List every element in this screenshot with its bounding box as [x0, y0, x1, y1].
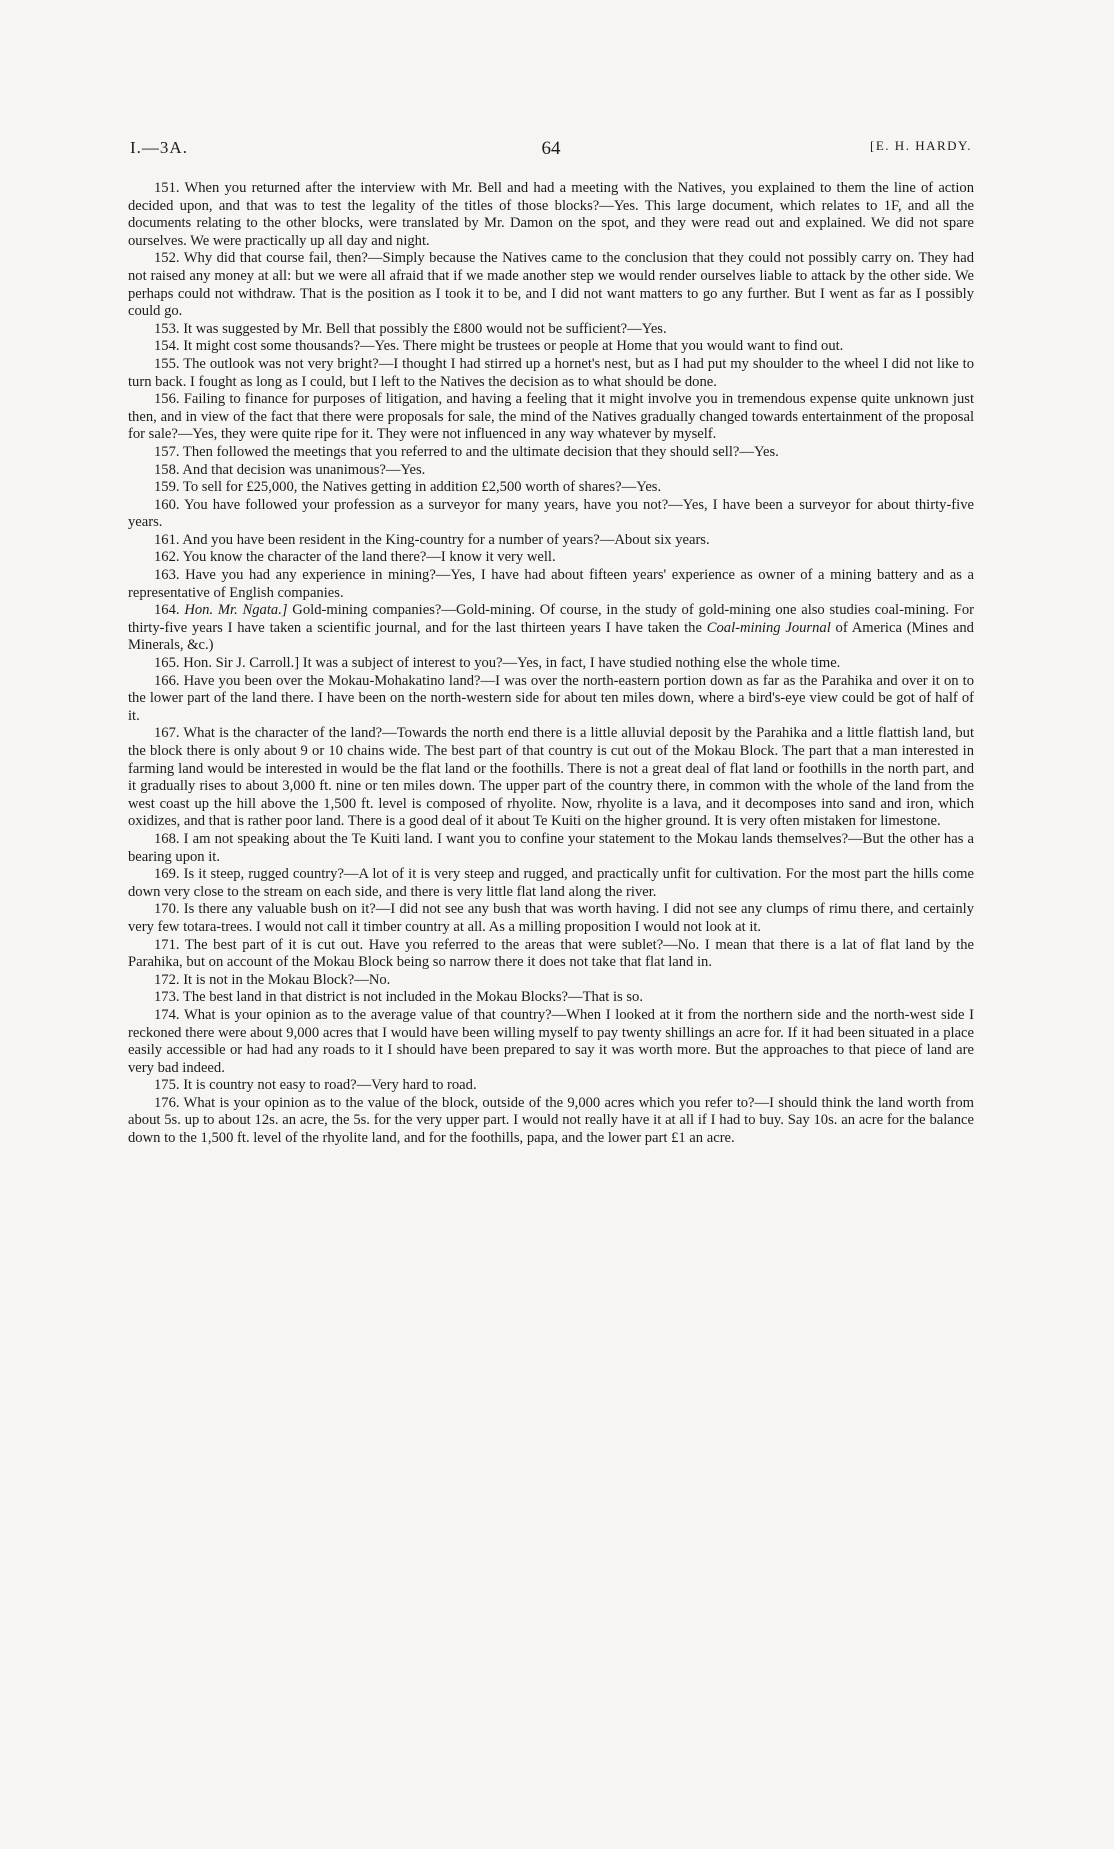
paragraph-155: 155. The outlook was not very bright?—I thought I had stirred up a hornet's nest, but as I had put my shoulder to the wheel I did not like to turn back. I fought as long as I could, but I left to the Natives the decision as to what should be done.: [128, 355, 974, 390]
paragraph-151: 151. When you returned after the interview with Mr. Bell and had a meeting with the Natives, you explained to them the line of action decided upon, and that was to test the legality of the titles of those blocks?—Yes. This large document, which relates to 1F, and all the documents relating to the other blocks, were translated by Mr. Damon on the spot, and they were read out and explained. We did not spare ourselves. We were practically up all day and night.: [128, 180, 974, 249]
paragraph-164: [128, 602, 974, 655]
paragraph-164-speaker: Hon. Mr. Ngata.]: [184, 602, 288, 619]
paragraph-164-text-b: of America (Mines and Minerals, &c.): [128, 619, 974, 654]
paragraph-153: 153. It was suggested by Mr. Bell that possibly the £800 would not be sufficient?—Yes.: [154, 320, 667, 337]
paragraph-166: 166. Have you been over the Mokau-Mohakatino land?—I was over the north-eastern portion down as far as the Parahika and over it on to the lower part of the land there. I have been on the north-western side for about ten miles down, where a bird's-eye view could be got of half of it.: [128, 672, 974, 724]
paragraph-159: 159. To sell for £25,000, the Natives getting in addition £2,500 worth of shares?—Yes.: [154, 479, 662, 496]
paragraph-164-journal: Coal-mining Journal: [706, 619, 831, 636]
paragraph-165: 165. Hon. Sir J. Carroll.] It was a subject of interest to you?—Yes, in fact, I have studied nothing else the whole time.: [154, 655, 841, 672]
paragraph-164-text-a: Gold-mining companies?—Gold-mining. Of course, in the study of gold-mining one also studies coal-mining. For thirty-five years I have taken a scientific journal, and for the last thirteen years I have taken the: [128, 602, 975, 636]
paragraph-156: 156. Failing to finance for purposes of litigation, and having a feeling that it might involve you in tremendous expense quite unknown just then, and in view of the fact that there were proposals for sale, the mind of the Natives gradually changed towards entertainment of the proposal for sale?—Yes, they were quite ripe for it. They were not influenced in any way whatever by myself.: [128, 391, 974, 443]
paragraph-175: 175. It is country not easy to road?—Very hard to road.: [154, 1077, 477, 1094]
paragraph-157: 157. Then followed the meetings that you referred to and the ultimate decision that they should sell?—Yes.: [154, 443, 779, 460]
paragraph-169: 169. Is it steep, rugged country?—A lot of it is very steep and rugged, and practically unfit for cultivation. For the most part the hills come down very close to the stream on each side, and there is very little flat land along the river.: [128, 866, 974, 900]
paragraph-168: 168. I am not speaking about the Te Kuiti land. I want you to confine your statement to the Mokau lands themselves?—But the other has a bearing upon it.: [128, 830, 974, 865]
paragraph-172: 172. It is not in the Mokau Block?—No.: [154, 971, 391, 988]
paragraph-162: 162. You know the character of the land there?—I know it very well.: [154, 549, 556, 566]
witness-name: [E. H. HARDY.: [870, 138, 972, 153]
paragraph-158: 158. And that decision was unanimous?—Yes.: [154, 461, 426, 478]
paragraph-174: 174. What is your opinion as to the average value of that country?—When I looked at it from the northern side and the north-west side I reckoned there were about 9,000 acres that I would have been willing myself to pay twenty shillings an acre for. If it had been situated in a place easily accessible or had had any roads to it I should have been prepared to say it was worth more. But the approaches to that piece of land are very bad indeed.: [128, 1006, 974, 1076]
paragraph-167: 167. What is the character of the land?—Towards the north end there is a little alluvial deposit by the Parahika and a little flattish land, but the block there is only about 9 or 10 chains wide. The best part of that country is cut out of the Mokau Block. The part that a man interested in farming land would be interested in would be the flat land or the foothills. There is not a great deal of flat land or foothills in the north part, and it gradually rises to about 3,000 ft. nine or ten miles down. The upper part of the country there, in common with the whole of the land from the west coast up the hill above the 1,500 ft. level is composed of rhyolite. Now, rhyolite is a lava, and it decomposes into sand and iron, which oxidizes, and that is rather poor land. There is a good deal of it about Te Kuiti on the higher ground. It is very often mistaken for limestone.: [128, 725, 974, 830]
paragraph-176: 176. What is your opinion as to the value of the block, outside of the 9,000 acres which you refer to?—I should think the land worth from about 5s. up to about 12s. an acre, the 5s. for the very upper part. I would not really have it at all if I had to buy. Say 10s. an acre for the balance down to the 1,500 ft. level of the rhyolite land, and for the foothills, papa, and the lower part £1 an acre.: [128, 1094, 974, 1147]
parliamentary-paper-ref: I.—3A.: [130, 138, 188, 157]
evidence-body: [128, 180, 974, 1148]
paragraph-152: 152. Why did that course fail, then?—Simply because the Natives came to the conclusion that they could not possibly carry on. They had not raised any money at all: but we were all afraid that if we made another step we would render ourselves liable to attack by the other side. We perhaps could not withdraw. That is the position as I took it to be, and I did not want matters to go any further. But I went as far as I possibly could go.: [128, 250, 974, 320]
paragraph-154: 154. It might cost some thousands?—Yes. There might be trustees or people at Home that you would want to find out.: [154, 338, 844, 355]
paragraph-161: 161. And you have been resident in the King-country for a number of years?—About six years.: [154, 531, 710, 548]
paragraph-171: 171. The best part of it is cut out. Have you referred to the areas that were sublet?—No. I mean that there is a lat of flat land by the Parahika, but on account of the Mokau Block being so narrow there it does not take that flat land in.: [128, 936, 974, 971]
page-header: [130, 138, 972, 166]
paragraph-164-number: 164.: [154, 602, 180, 619]
page-number: 64: [541, 138, 561, 159]
paragraph-173: 173. The best land in that district is not included in the Mokau Blocks?—That is so.: [154, 989, 643, 1006]
paragraph-160: 160. You have followed your profession as a surveyor for many years, have you not?—Yes, I have been a surveyor for about thirty-five years.: [128, 496, 974, 531]
paragraph-170: 170. Is there any valuable bush on it?—I did not see any bush that was worth having. I did not see any clumps of rimu there, and certainly very few totara-trees. I would not call it timber country at all. As a milling proposition I would not look at it.: [128, 901, 974, 935]
paragraph-163: 163. Have you had any experience in mining?—Yes, I have had about fifteen years' experience as owner of a mining battery and as a representative of English companies.: [128, 567, 974, 601]
